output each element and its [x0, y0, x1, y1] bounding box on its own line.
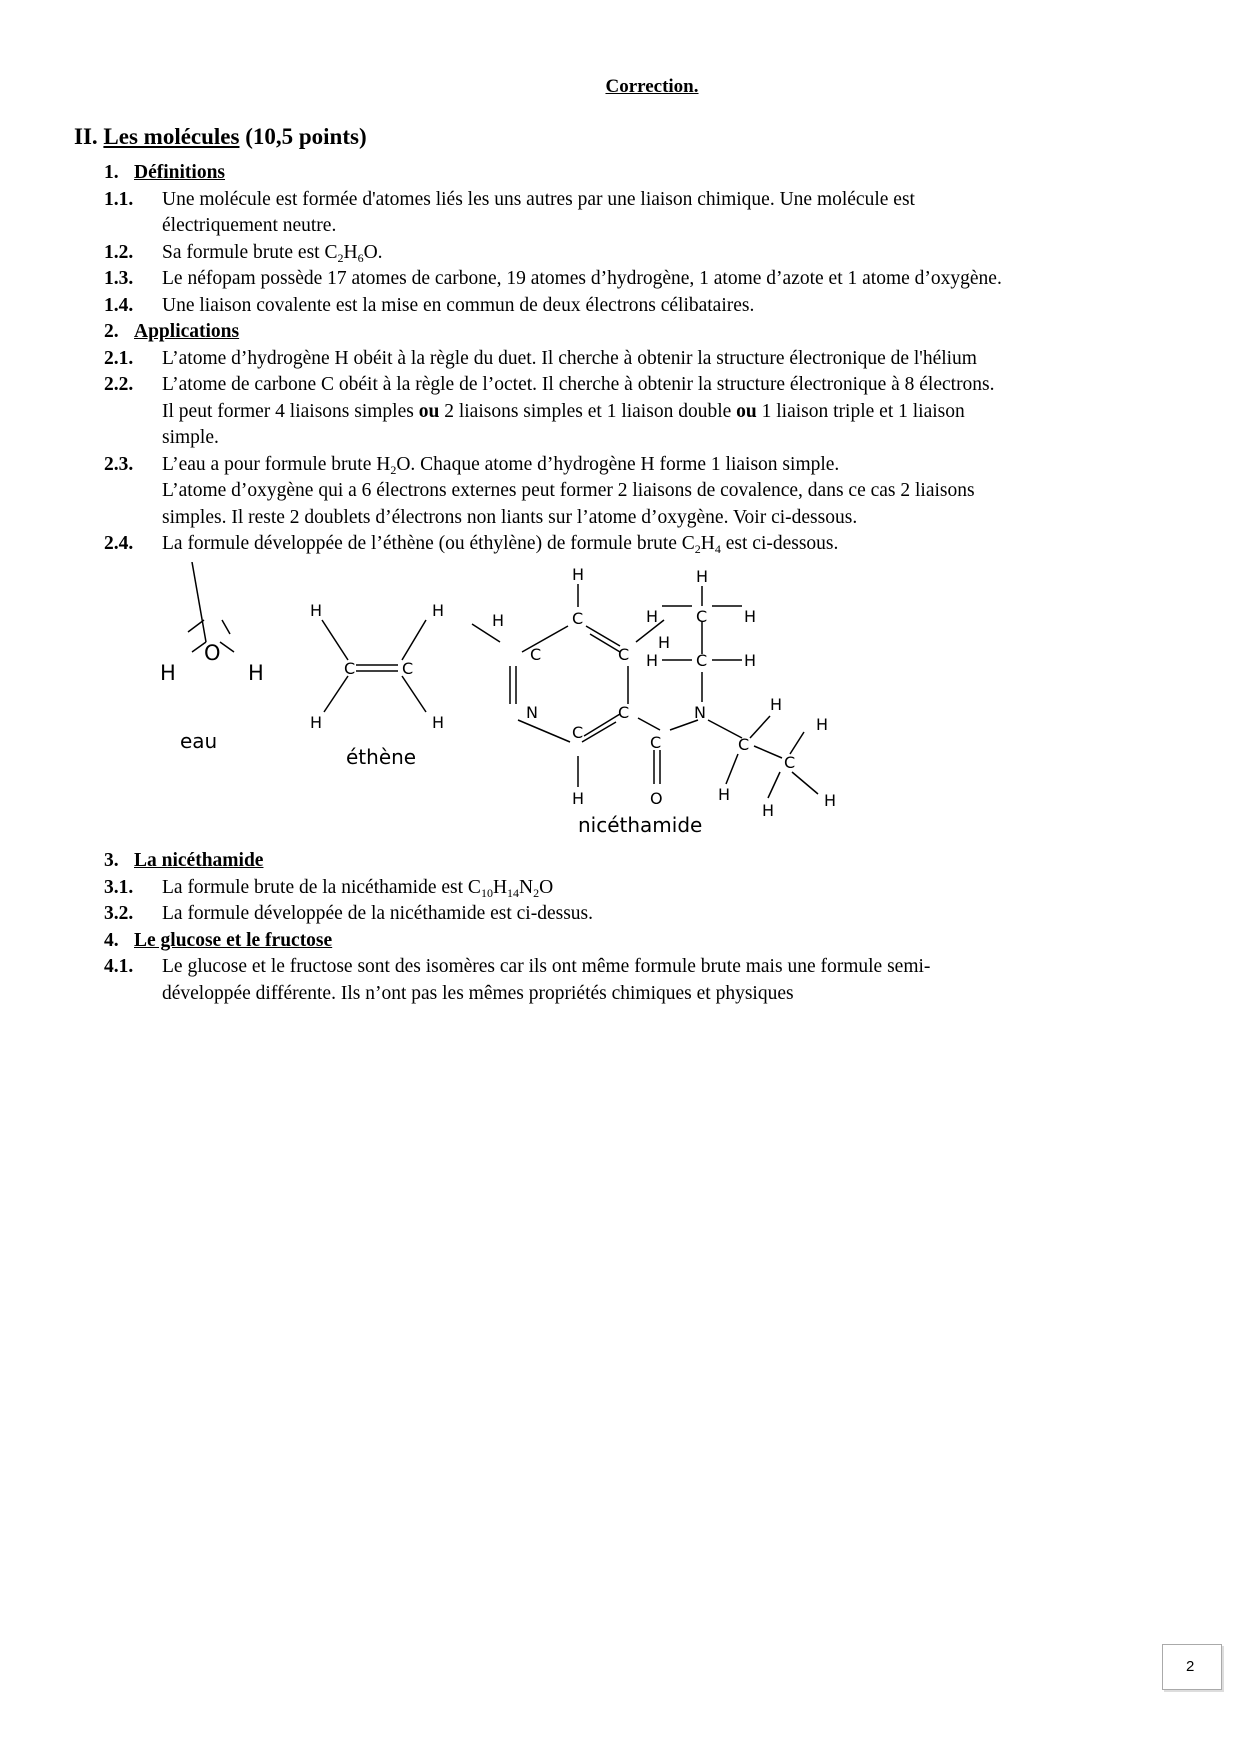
nic-c: C	[784, 753, 796, 772]
answer-line: électriquement neutre.	[162, 215, 337, 236]
ethene-h: H	[310, 601, 323, 620]
subscript: 10	[480, 885, 493, 900]
page-number: 2	[1186, 1658, 1195, 1675]
subscript: 2	[694, 542, 701, 556]
answer-number: 1.2.	[104, 241, 134, 263]
part3-number: 3.	[104, 850, 119, 871]
answer-4-1	[104, 954, 1154, 1007]
section-points: (10,5 points)	[245, 124, 367, 149]
molecule-figure	[150, 562, 890, 842]
nic-n: N	[526, 703, 538, 722]
answer-line: La formule développée de l’éthène (ou éthylène) de formule brute C	[162, 533, 695, 554]
eau-o: O	[204, 641, 221, 665]
formula-part: N	[519, 876, 534, 898]
emphasis: ou	[418, 400, 440, 422]
answer-text	[162, 875, 1154, 902]
answer-text	[162, 531, 1154, 558]
answer-text	[162, 240, 1154, 267]
emphasis: ou	[736, 400, 757, 422]
eau-h-left: H	[160, 661, 176, 685]
subscript: 2	[337, 250, 344, 265]
answer-text	[162, 187, 1154, 240]
answer-text: Une liaison covalente est la mise en commun de deux électrons célibataires.	[162, 294, 755, 316]
part3-title: La nicéthamide	[134, 850, 264, 871]
answer-number: 2.4.	[104, 533, 134, 554]
formula-part: H	[700, 533, 715, 554]
nic-h: H	[744, 651, 757, 670]
formula-part: H	[343, 241, 358, 263]
ethene-h: H	[432, 601, 445, 620]
answer-number: 3.1.	[104, 876, 134, 898]
answer-line: L’atome de carbone C obéit à la règle de l’octet. Il cherche à obtenir la structure électronique à 8 électrons.	[162, 374, 995, 395]
answer-2-4	[104, 531, 1154, 558]
part4-number: 4.	[104, 929, 119, 951]
answer-line: 2 liaisons simples et 1 liaison double	[439, 400, 737, 422]
answer-number: 2.3.	[104, 453, 134, 475]
answer-1-3	[104, 266, 1154, 293]
part4-title: Le glucose et le fructose	[134, 929, 333, 951]
answer-number: 1.1.	[104, 188, 134, 210]
section-title: Les molécules	[103, 124, 240, 149]
answer-text: Le néfopam possède 17 atomes de carbone, 19 atomes d’hydrogène, 1 atome d’azote et 1 atome d’oxygène.	[162, 268, 1002, 289]
section-roman: II.	[74, 124, 98, 149]
nic-h: H	[658, 633, 671, 652]
ethene-h: H	[432, 713, 445, 732]
nic-c-amide: C	[650, 733, 662, 752]
answer-text	[162, 452, 1154, 532]
answer-1-1	[104, 187, 1154, 240]
nic-c: C	[738, 735, 750, 754]
answer-text: L’atome d’hydrogène H obéit à la règle du duet. Il cherche à obtenir la structure électronique de l'hélium	[162, 347, 977, 369]
answer-3-1	[104, 875, 1154, 902]
nic-h: H	[572, 565, 585, 584]
formula-part: H	[492, 876, 508, 898]
molecule-diagrams	[150, 562, 890, 842]
subscript: 4	[714, 542, 721, 556]
answer-number: 1.4.	[104, 294, 134, 316]
answer-line: Le glucose et le fructose sont des isomères car ils ont même formule brute mais une formule semi-	[162, 956, 931, 977]
nic-h: H	[762, 801, 775, 820]
answer-3-2	[104, 901, 1154, 928]
subscript: 14	[507, 885, 520, 900]
nic-h: H	[696, 567, 709, 586]
part4-heading	[104, 928, 1154, 955]
answer-number: 2.1.	[104, 347, 134, 369]
answer-text	[162, 372, 1154, 452]
answer-line: Il peut former 4 liaisons simples	[162, 400, 419, 422]
answer-line: Une molécule est formée d'atomes liés les uns autres par une liaison chimique. Une molécule est	[162, 188, 915, 210]
nic-h: H	[718, 785, 731, 804]
answer-line: Sa formule brute est C	[162, 241, 338, 263]
answer-line: L’eau a pour formule brute H	[162, 453, 391, 475]
answer-2-2	[104, 372, 1154, 452]
nic-h: H	[816, 715, 829, 734]
nic-h: H	[646, 607, 659, 626]
nic-o: O	[650, 789, 663, 808]
ethene-h: H	[310, 713, 323, 732]
nic-h: H	[646, 651, 659, 670]
subscript: 2	[390, 462, 397, 477]
formula-part: O.	[363, 241, 383, 263]
answer-line: 1 liaison triple et 1 liaison	[756, 400, 965, 422]
answer-text	[162, 954, 1154, 1007]
part1-title: Définitions	[134, 162, 226, 183]
subscript: 2	[533, 885, 540, 900]
answer-2-3	[104, 452, 1154, 532]
answer-1-2	[104, 240, 1154, 267]
part2-number: 2.	[104, 321, 119, 342]
nic-c: C	[696, 651, 708, 670]
section-heading	[74, 124, 367, 150]
answer-line: développée différente. Ils n’ont pas les mêmes propriétés chimiques et physiques	[162, 982, 794, 1004]
nicethamide-caption: nicéthamide	[578, 813, 703, 837]
answer-line: simple.	[162, 427, 219, 448]
part3-heading	[104, 848, 1154, 875]
content-bottom	[104, 848, 1154, 1007]
answer-line: L’atome d’oxygène qui a 6 électrons externes peut former 2 liaisons de covalence, dans ce cas 2 liaisons	[162, 480, 975, 501]
formula-part: O	[539, 876, 554, 898]
nic-h: H	[744, 607, 757, 626]
eau-h-right: H	[248, 661, 264, 685]
eau-caption: eau	[180, 729, 218, 753]
answer-line: simples. Il reste 2 doublets d’électrons non liants sur l’atome d’oxygène. Voir ci-dessous.	[162, 506, 858, 528]
answer-number: 2.2.	[104, 374, 134, 395]
nic-c: C	[618, 703, 630, 722]
nic-c: C	[696, 607, 708, 626]
answer-number: 1.3.	[104, 268, 134, 289]
part2-heading	[104, 319, 1154, 346]
answer-number: 3.2.	[104, 903, 134, 924]
nic-c: C	[618, 645, 630, 664]
ethene-c: C	[402, 659, 414, 678]
answer-1-4	[104, 293, 1154, 320]
nic-h: H	[492, 611, 505, 630]
subscript: 6	[357, 250, 364, 265]
content-top	[104, 160, 1154, 558]
nic-h: H	[572, 789, 585, 808]
part2-title: Applications	[134, 321, 240, 342]
answer-2-1	[104, 346, 1154, 373]
nic-h: H	[770, 695, 783, 714]
ethene-c: C	[344, 659, 356, 678]
nic-n-amide: N	[694, 703, 706, 722]
nic-c: C	[530, 645, 542, 664]
answer-line: La formule brute de la nicéthamide est C	[162, 876, 481, 898]
nic-h: H	[824, 791, 837, 810]
part1-heading	[104, 160, 1154, 187]
page-title: Correction.	[605, 76, 699, 97]
answer-text: La formule développée de la nicéthamide est ci-dessus.	[162, 903, 593, 924]
answer-line: est ci-dessous.	[720, 533, 839, 554]
answer-number: 4.1.	[104, 956, 134, 977]
nic-c: C	[572, 723, 584, 742]
part1-number: 1.	[104, 162, 119, 183]
answer-line: O. Chaque atome d’hydrogène H forme 1 liaison simple.	[396, 453, 840, 475]
nic-c: C	[572, 609, 584, 628]
ethene-caption: éthène	[346, 745, 417, 769]
